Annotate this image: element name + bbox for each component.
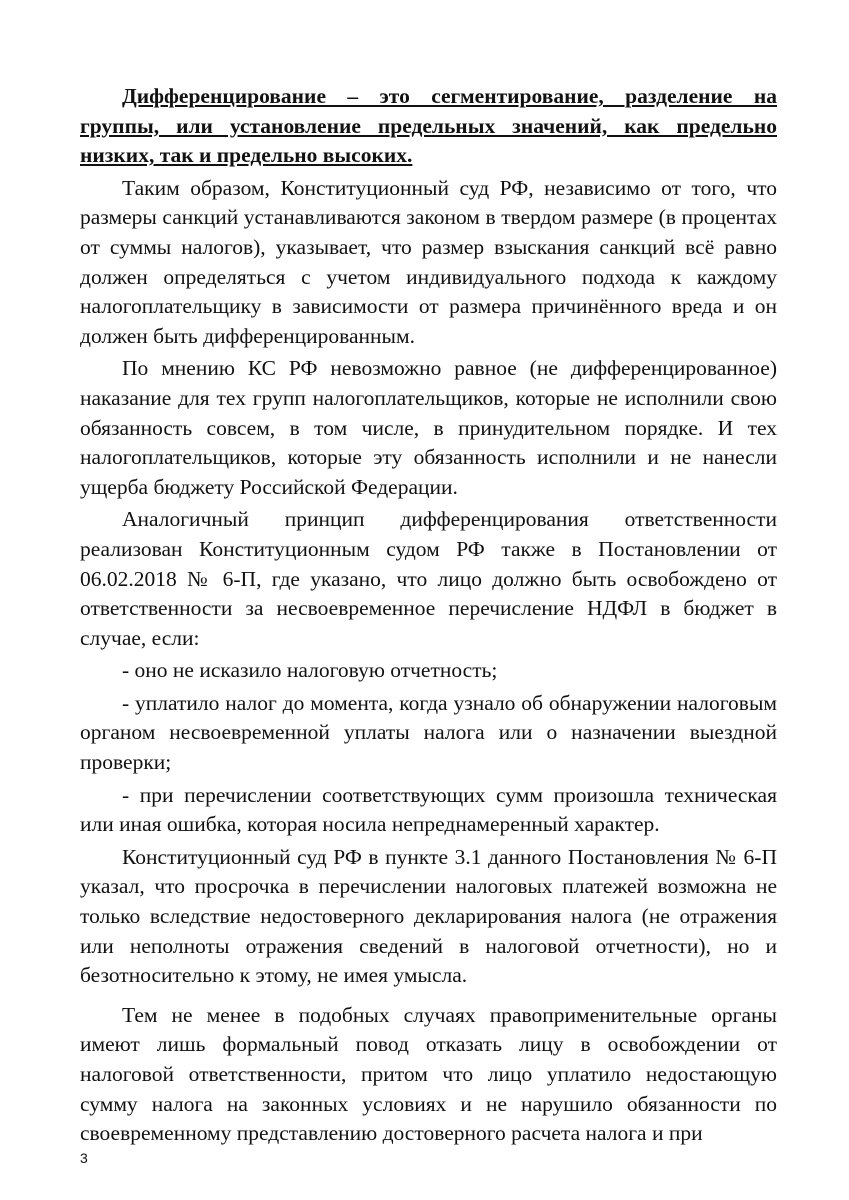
paragraph-equal-punishment: По мнению КС РФ невозможно равное (не дифференцированное) наказание для тех групп налогоплательщиков, которые не исполнили свою обязанность совсем, в том числе, в принудительном порядке. И тех налогоплательщиков, которые эту обязанность исполнили и не нанесли ущерба бюджету Российской Федерации. — [80, 356, 777, 499]
paragraph-resolution-6p: Аналогичный принцип дифференцирования ответственности реализован Конституционным судом РФ также в Постановлении от 06.02.2018 № 6-П, где указано, что лицо должно быть освобождено от ответственности за несвоевременное перечисление НДФЛ в бюджет в случае, если: — [80, 507, 777, 650]
document-body — [80, 82, 777, 1152]
paragraph-clause-3-1: Конституционный суд РФ в пункте 3.1 данного Постановления № 6-П указал, что просрочка в перечислении налоговых платежей возможна не только вследствие недостоверного декларирования налога (не отражения или неполноты отражения сведений в налоговой отчетности), но и безотносительно к этому, не имея умысла. — [80, 844, 777, 988]
paragraph-sanctions: Таким образом, Конституционный суд РФ, независимо от того, что размеры санкций устанавливаются законом в твердом размере (в процентах от суммы налогов), указывает, что размер взыскания санкций всё равно должен определяться с учетом индивидуального подхода к каждому налогоплательщику в зависимости от размера причинённого вреда и он должен быть дифференцированным. — [80, 175, 777, 348]
list-item-condition-2: - уплатило налог до момента, когда узнало об обнаружении налоговым органом несвоевременной уплаты налога или о назначении выездной проверки; — [80, 690, 777, 775]
list-item-condition-3: - при перечислении соответствующих сумм произошла техническая или иная ошибка, которая носила непреднамеренный характер. — [80, 782, 777, 837]
list-item-condition-1: - оно не исказило налоговую отчетность; — [122, 658, 498, 683]
page-number: 3 — [80, 1150, 88, 1166]
definition-heading: Дифференцирование – это сегментирование, разделение на группы, или установление предельных значений, как предельно низких, так и предельно высоких. — [80, 84, 777, 168]
paragraph-formal-reason: Тем не менее в подобных случаях правоприменительные органы имеют лишь формальный повод отказать лицу в освобождении от налоговой ответственности, притом что лицо уплатило недостающую сумму налога на законных условиях и не нарушило обязанности по своевременному представлению достоверного расчета налога и при — [80, 1002, 777, 1146]
